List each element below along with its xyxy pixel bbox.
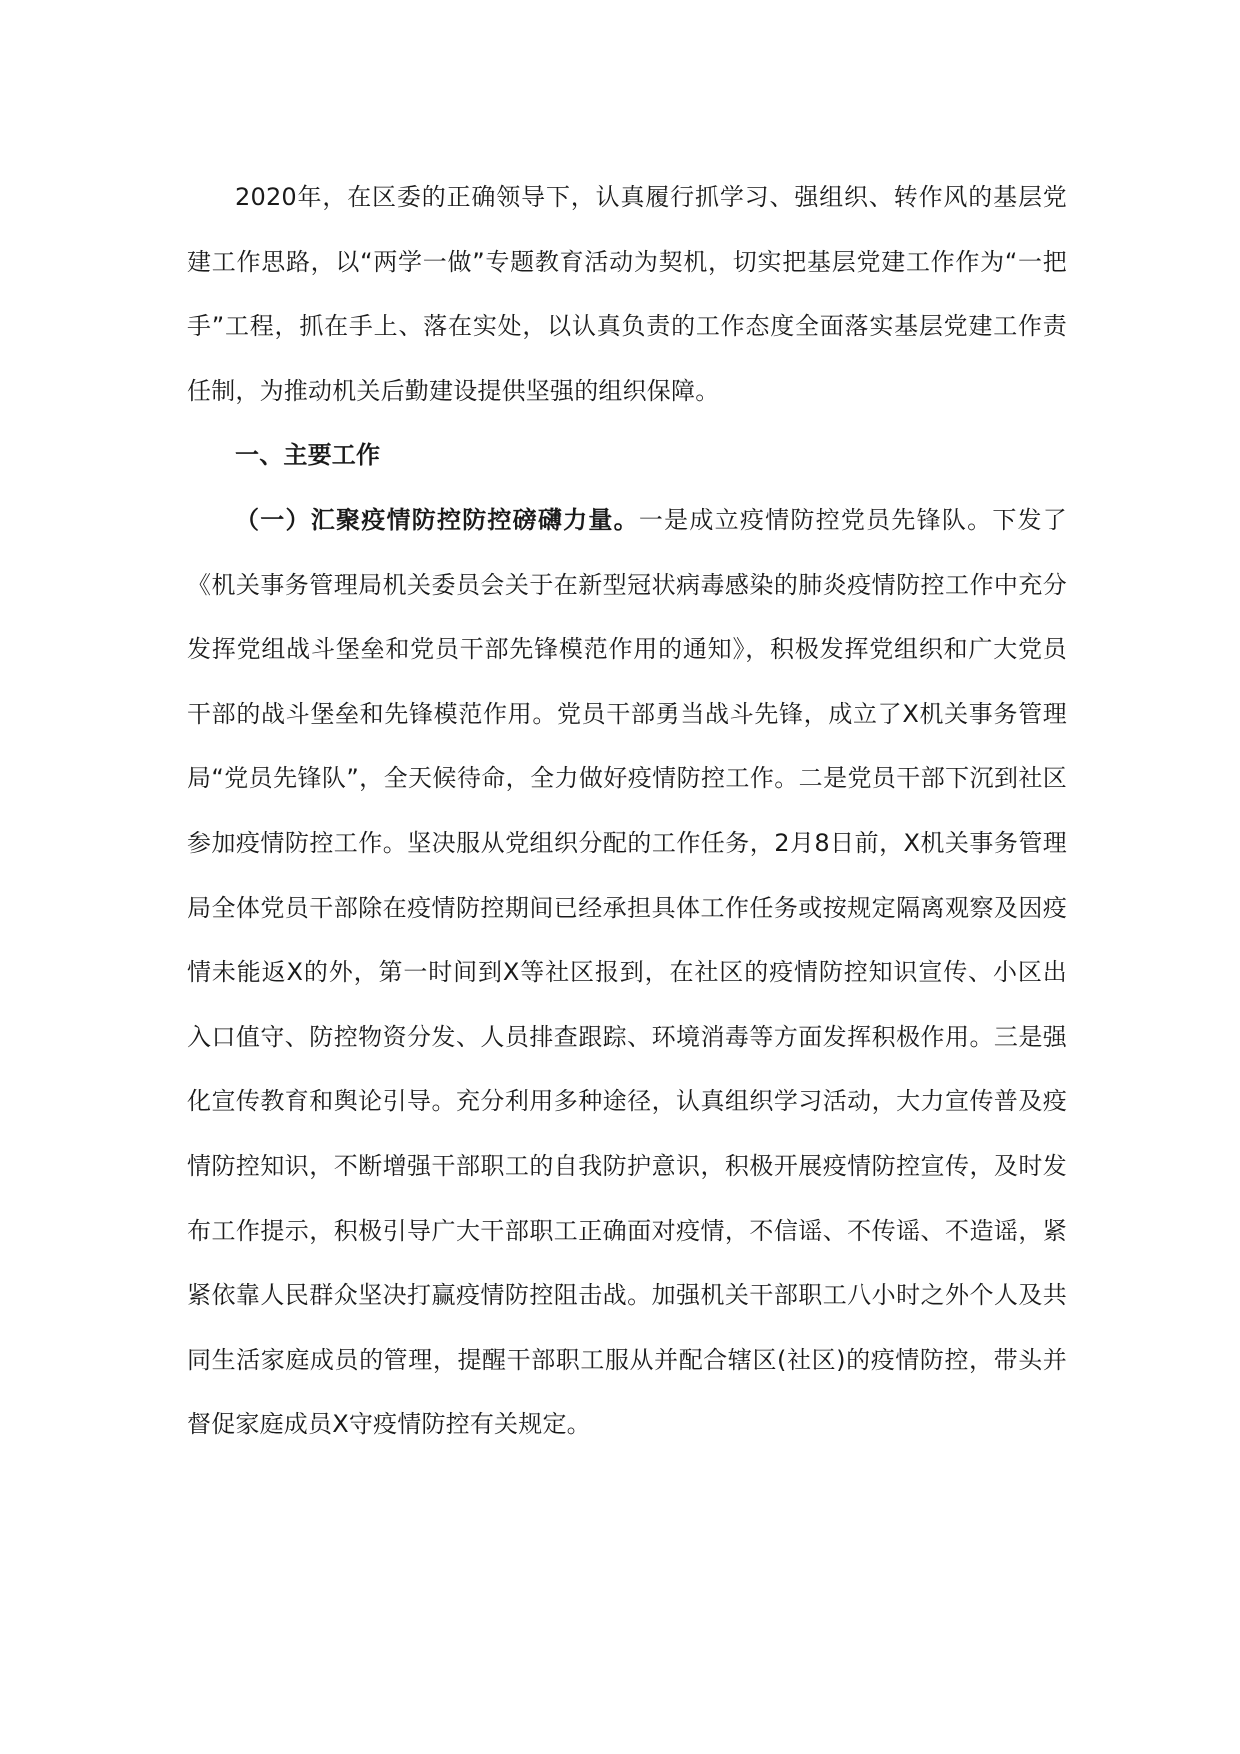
intro-paragraph: 2020年，在区委的正确领导下，认真履行抓学习、强组织、转作风的基层党建工作思路，以“两学一做”专题教育活动为契机，切实把基层党建工作作为“一把手”工程，抓在手上、落在实处，以认真负责的工作态度全面落实基层党建工作责任制，为推动机关后勤建设提供坚强的组织保障。 bbox=[187, 183, 1067, 405]
subsection-title: （一）汇聚疫情防控防控磅礴力量。 bbox=[235, 505, 639, 534]
section-heading-main-work: 一、主要工作 bbox=[235, 441, 381, 470]
subsection-body: 一是成立疫情防控党员先锋队。下发了《机关事务管理局机关委员会关于在新型冠状病毒感染的肺炎疫情防控工作中充分发挥党组战斗堡垒和党员干部先锋模范作用的通知》，积极发挥党组织和广大党员干部的战斗堡垒和先锋模范作用。党员干部勇当战斗先锋，成立了X机关事务管理局“党员先锋队”，全天候待命，全力做好疫情防控工作。二是党员干部下沉到社区参加疫情防控工作。坚决服从党组织分配的工作任务，2月8日前，X机关事务管理局全体党员干部除在疫情防控期间已经承担具体工作任务或按规定隔离观察及因疫情未能返X的外，第一时间到X等社区报到，在社区的疫情防控知识宣传、小区出入口值守、防控物资分发、人员排查跟踪、环境消毒等方面发挥积极作用。三是强化宣传教育和舆论引导。充分利用多种途径，认真组织学习活动，大力宣传普及疫情防控知识，不断增强干部职工的自我防护意识，积极开展疫情防控宣传，及时发布工作提示，积极引导广大干部职工正确面对疫情，不信谣、不传谣、不造谣，紧紧依靠人民群众坚决打赢疫情防控阻击战。加强机关干部职工八小时之外个人及共同生活家庭成员的管理，提醒干部职工服从并配合辖区(社区)的疫情防控，带头并督促家庭成员X守疫情防控有关规定。 bbox=[187, 505, 1068, 1439]
document-page bbox=[187, 165, 1067, 1457]
subsection-paragraph-epidemic bbox=[187, 488, 1067, 1457]
